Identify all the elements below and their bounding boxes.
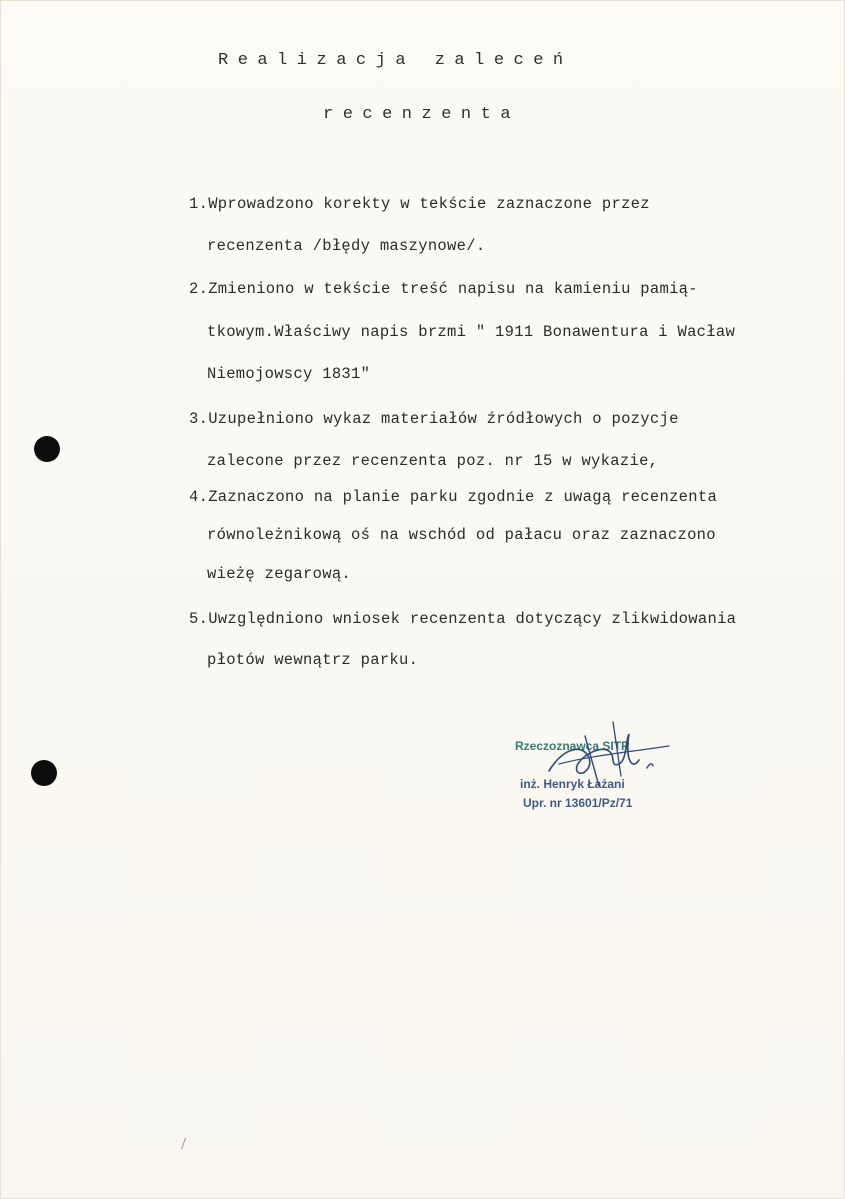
stamp-line-2: inż. Henryk Łażani <box>520 777 625 791</box>
item-3-line-2: zalecone przez recenzenta poz. nr 15 w wykazie, <box>207 452 659 470</box>
document-title-line1: Realizacja zaleceń <box>218 51 573 70</box>
item-5-line-2: płotów wewnątrz parku. <box>207 651 419 669</box>
item-1-line-1: 1.Wprowadzono korekty w tekście zaznaczone przez <box>189 195 650 213</box>
stamp-line-3: Upr. nr 13601/Pz/71 <box>523 796 633 810</box>
item-2-line-3: Niemojowscy 1831" <box>207 365 371 383</box>
item-2-line-2: tkowym.Właściwy napis brzmi " 1911 Bonawentura i Wacław <box>207 323 736 341</box>
punch-hole-top <box>34 436 60 462</box>
handwritten-signature <box>529 716 679 806</box>
item-1-line-2: recenzenta /błędy maszynowe/. <box>207 237 486 255</box>
item-4-line-3: wieżę zegarową. <box>207 565 352 583</box>
item-4-line-2: równoleżnikową oś na wschód od pałacu oraz zaznaczono <box>207 526 716 544</box>
item-3-line-1: 3.Uzupełniono wykaz materiałów źródłowych o pozycje <box>189 410 679 428</box>
item-5-line-1: 5.Uwzględniono wniosek recenzenta dotyczący zlikwidowania <box>189 610 737 628</box>
pencil-mark <box>181 1138 189 1151</box>
stamp-line-1: Rzeczoznawca SITR <box>515 739 630 753</box>
punch-hole-bottom <box>31 760 57 786</box>
item-2-line-1: 2.Zmieniono w tekście treść napisu na kamieniu pamią- <box>189 280 698 298</box>
item-4-line-1: 4.Zaznaczono na planie parku zgodnie z uwagą recenzenta <box>189 488 718 506</box>
document-title-line2: recenzenta <box>323 105 521 124</box>
